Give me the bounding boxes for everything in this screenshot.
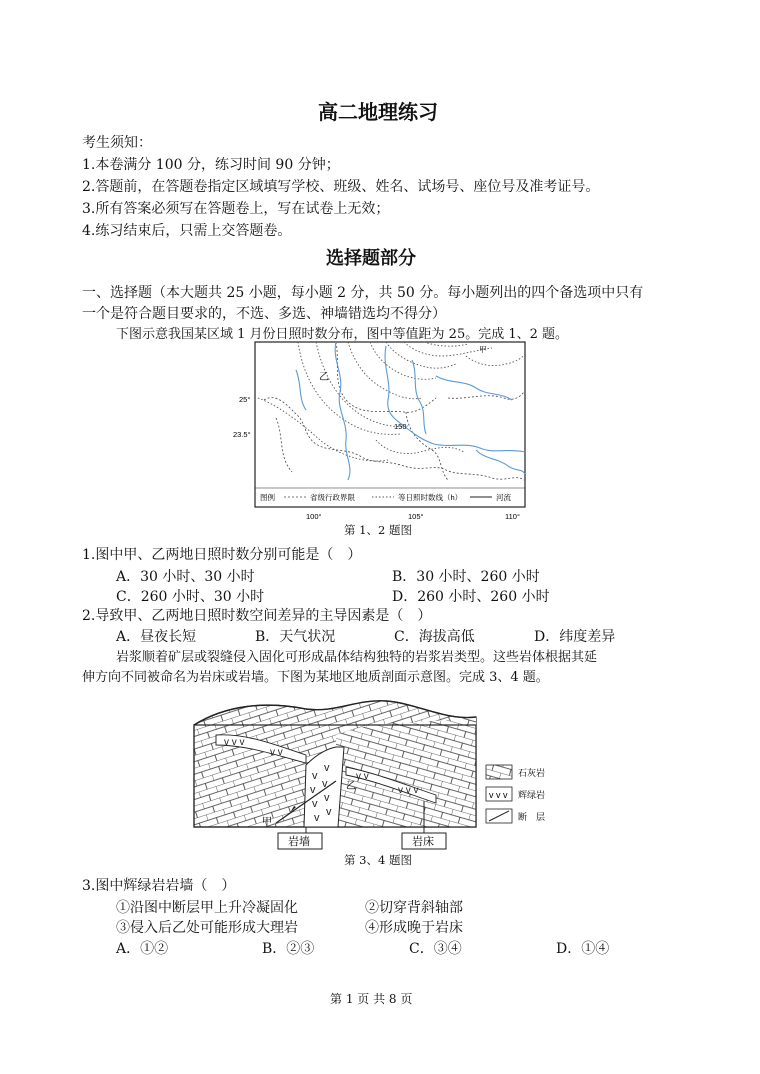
geo-intro-line-2: 伸方向不同被命名为岩床或岩墙。下图为某地区地质剖面示意图。完成 3、4 题。 (82, 670, 549, 685)
svg-text:v: v (314, 812, 320, 824)
map-frame (255, 342, 525, 507)
q2-stem: 2.导致甲、乙两地日照时数空间差异的主导因素是（ ） (82, 608, 432, 624)
geo-label-yi: 乙 (346, 781, 356, 792)
q1-option-b: B．30 小时、260 小时 (392, 569, 540, 585)
notice-heading: 考生须知： (82, 135, 152, 151)
geo-label-bed: 岩床 (412, 836, 434, 848)
svg-text:v: v (312, 770, 318, 782)
legend-river: 河流 (496, 493, 511, 502)
svg-text:v: v (324, 762, 330, 774)
q3-item-1: ①沿图中断层甲上升冷凝固化 (116, 900, 298, 916)
map-intro: 下图示意我国某区域 1 月份日照时数分布，图中等值距为 25。完成 1、2 题。 (116, 327, 569, 342)
instruction-line-1: 一、选择题（本大题共 25 小题，每小题 2 分，共 50 分。每小题列出的四个备选项中只有 (82, 285, 644, 301)
geo-legend (486, 765, 545, 823)
q2-option-d: D．纬度差异 (534, 629, 616, 645)
instruction-line-2: 一个是符合题目要求的，不选、多选、神墙错选均不得分） (82, 306, 446, 322)
svg-text:v v: v v (356, 771, 369, 782)
q3-option-b: B．②③ (262, 941, 315, 957)
q3-stem: 3.图中辉绿岩岩墙（ ） (82, 878, 236, 894)
q3-option-d: D．①④ (556, 941, 610, 957)
q3-option-c: C．③④ (409, 941, 462, 957)
svg-text:v: v (312, 798, 318, 810)
map-label-yi: 乙 (319, 372, 329, 383)
geo-label-wall: 岩墙 (288, 836, 310, 848)
svg-text:v: v (324, 792, 330, 804)
svg-text:v: v (326, 806, 332, 818)
geo-caption: 第 3、4 题图 (344, 853, 412, 867)
q1-option-c: C．260 小时、30 小时 (116, 589, 265, 605)
q2-option-a: A．昼夜长短 (116, 629, 197, 645)
geo-label-jia: 甲 (262, 817, 272, 828)
q1-option-a: A．30 小时、30 小时 (116, 569, 255, 585)
page-footer: 第 1 页 共 8 页 (330, 992, 413, 1006)
section-title: 选择题部分 (326, 248, 416, 269)
isoline-value-150: 150 (394, 422, 407, 431)
q2-option-b: B．天气状况 (255, 629, 336, 645)
svg-text:v v: v v (270, 747, 283, 758)
legend-isoline: 等日照时数线（h） (398, 493, 463, 502)
q1-option-d: D．260 小时、260 小时 (392, 589, 550, 605)
notice-3: 3.所有答案必须写在答题卷上，写在试卷上无效； (82, 201, 390, 217)
svg-text:v v v: v v v (398, 785, 419, 796)
notice-4: 4.练习结束后，只需上交答题卷。 (82, 223, 292, 239)
q2-option-c: C．海拔高低 (394, 629, 475, 645)
latitude-23-5: 23.5° (233, 430, 251, 439)
svg-text:v: v (322, 778, 328, 790)
q3-item-2: ②切穿背斜轴部 (365, 900, 463, 916)
longitude-110: 110° (505, 512, 520, 521)
q1-stem: 1.图中甲、乙两地日照时数分别可能是（ ） (82, 547, 362, 563)
legend-title: 图例 (260, 493, 275, 502)
map-label-jia: 甲 (479, 345, 487, 354)
map-caption: 第 1、2 题图 (344, 523, 412, 537)
svg-text:v v v: v v v (489, 790, 508, 800)
longitude-105: 105° (408, 512, 424, 521)
q3-item-3: ③侵入后乙处可能形成大理岩 (116, 920, 298, 936)
latitude-25: 25° (239, 395, 251, 404)
legend-boundary: 省级行政界限 (310, 493, 355, 502)
legend-limestone: 石灰岩 (518, 768, 546, 778)
page-title: 高二地理练习 (318, 100, 438, 124)
notice-2: 2.答题前，在答题卷指定区域填写学校、班级、姓名、试场号、座位号及准考证号。 (82, 179, 600, 195)
notice-1: 1.本卷满分 100 分，练习时间 90 分钟； (82, 157, 340, 173)
geo-intro-line-1: 岩浆顺着矿层或裂缝侵入固化可形成晶体结构独特的岩浆岩类型。这些岩体根据其延 (116, 650, 598, 665)
q3-item-4: ④形成晚于岩床 (365, 920, 463, 936)
q3-option-a: A．①② (116, 941, 169, 957)
geology-section-figure (186, 695, 586, 850)
svg-text:v v v: v v v (224, 737, 245, 748)
svg-text:v: v (310, 784, 316, 796)
longitude-100: 100° (306, 512, 322, 521)
legend-fault: 断 层 (518, 812, 546, 822)
legend-diabase: 辉绿岩 (518, 790, 546, 800)
sunshine-map-figure (233, 340, 532, 522)
